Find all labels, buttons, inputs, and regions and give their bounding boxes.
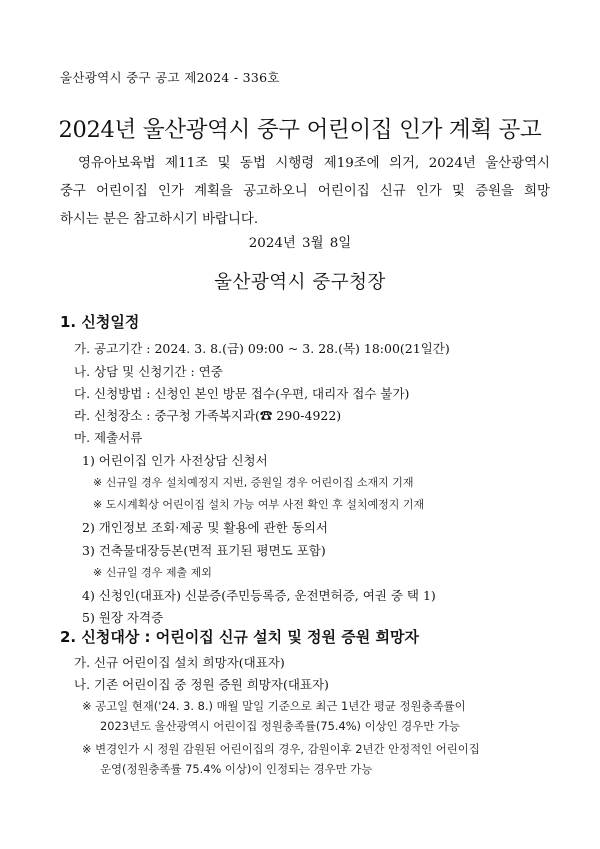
document-2: 2) 개인정보 조회·제공 및 활용에 관한 동의서 [82, 520, 328, 535]
eligibility-item-ga: 가. 신규 어린이집 설치 희망자(대표자) [74, 655, 285, 670]
eligibility-note-1-line-1: ※ 공고일 현재('24. 3. 8.) 매월 말일 기준으로 최근 1년간 평균 정원충족률이 [82, 699, 466, 713]
schedule-item-na: 나. 상담 및 신청기간 : 연중 [74, 364, 223, 379]
eligibility-item-na: 나. 기존 어린이집 중 정원 증원 희망자(대표자) [74, 677, 329, 692]
document-3: 3) 건축물대장등본(면적 표기된 평면도 포함) [82, 543, 326, 558]
document-4: 4) 신청인(대표자) 신분증(주민등록증, 운전면허증, 여권 중 택 1) [82, 588, 436, 603]
announcement-date: 2024년 3월 8일 [248, 236, 352, 251]
schedule-item-ma: 마. 제출서류 [74, 430, 143, 445]
notice-number: 울산광역시 중구 공고 제2024 - 336호 [60, 70, 280, 85]
intro-line-1: 영유아보육법 제11조 및 동법 시행령 제19조에 의거, 2024년 울산광역시 [78, 156, 550, 171]
document-1-note-2: ※ 도시계획상 어린이집 설치 가능 여부 사전 확인 후 설치예정지 기재 [93, 498, 425, 511]
issuer-name: 울산광역시 중구청장 [214, 272, 386, 293]
section-1-heading: 1. 신청일정 [60, 313, 140, 331]
eligibility-note-2-line-1: ※ 변경인가 시 정원 감원된 어린이집의 경우, 감원이후 2년간 안정적인 어린이집 [82, 742, 480, 756]
document-1-note-1: ※ 신규일 경우 설치예정지 지번, 증원일 경우 어린이집 소재지 기재 [93, 476, 414, 489]
section-2-heading: 2. 신청대상 : 어린이집 신규 설치 및 정원 증원 희망자 [60, 628, 419, 646]
eligibility-note-2-line-2: 운영(정원충족률 75.4% 이상)이 인정되는 경우만 가능 [100, 762, 373, 776]
schedule-item-ra: 라. 신청장소 : 중구청 가족복지과(☎ 290-4922) [74, 408, 342, 423]
schedule-item-ga: 가. 공고기간 : 2024. 3. 8.(금) 09:00 ~ 3. 28.(목) 18:00(21일간) [74, 341, 450, 356]
schedule-item-da: 다. 신청방법 : 신청인 본인 방문 접수(우편, 대리자 접수 불가) [74, 386, 410, 401]
intro-line-2: 중구 어린이집 인가 계획을 공고하오니 어린이집 신규 인가 및 증원을 희망 [60, 184, 550, 199]
document-1: 1) 어린이집 인가 사전상담 신청서 [82, 453, 268, 468]
document-5: 5) 원장 자격증 [82, 610, 164, 625]
page-title: 2024년 울산광역시 중구 어린이집 인가 계획 공고 [58, 117, 542, 143]
intro-line-3: 하시는 분은 참고하시기 바랍니다. [60, 212, 259, 227]
eligibility-note-1-line-2: 2023년도 울산광역시 어린이집 정원충족률(75.4%) 이상인 경우만 가능 [100, 719, 460, 733]
intro-paragraph [60, 150, 550, 234]
document-3-note: ※ 신규일 경우 제출 제외 [93, 566, 212, 579]
